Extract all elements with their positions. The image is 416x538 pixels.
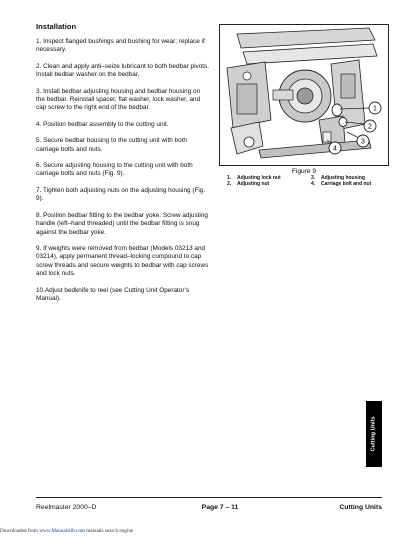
callout-3 — [357, 135, 369, 147]
legend-text: Carriage bolt and nut — [321, 180, 372, 187]
callout-1 — [369, 102, 381, 114]
footer-section-name: Cutting Units — [339, 504, 382, 511]
download-suffix: manuals search engine — [86, 528, 134, 534]
legend-number: 3. — [311, 175, 316, 181]
callout-2 — [364, 120, 376, 132]
installation-steps — [36, 38, 210, 311]
footer-manual-title: Reelmaster 2000–D — [36, 504, 97, 511]
callout-4 — [329, 142, 341, 154]
step-8: 8. Position bedbar fitting to the bedbar yoke. Screw adjusting handle (left–hand threaded) until the bedbar fitting is snug against the bedbar yoke. — [36, 211, 208, 236]
legend-item — [311, 182, 395, 188]
step-4: 4. Position bedbar assembly to the cutting unit. — [36, 120, 169, 128]
step-3: 3. Install bedbar adjusting housing and bedbar housing on the bedbar. Reinstall spacer, flat washer, lock washer, and cap screw to the right end of the bedbar. — [36, 87, 201, 112]
legend-item — [227, 182, 311, 188]
step-2: 2. Clean and apply anti–seize lubricant to both bedbar pivots. Install bedbar washer on the bedbar. — [36, 62, 210, 79]
legend-number: 4. — [311, 180, 316, 187]
download-notice — [0, 528, 133, 534]
manualslib-link[interactable]: www.Manualslib.com — [39, 528, 85, 534]
footer-divider — [36, 497, 382, 498]
figure-legend — [227, 176, 397, 188]
step-1: 1. Inspect flanged bushings and bushing for wear; replace if necessary. — [36, 38, 205, 54]
footer-page-number: Page 7 – 11 — [201, 504, 239, 511]
figure-caption: Figure 9 — [291, 168, 317, 175]
legend-text: Adjusting housing — [321, 175, 365, 181]
legend-number: 1. — [227, 175, 232, 181]
svg-text:1: 1 — [373, 105, 377, 113]
side-tab-label: Cutting Units — [371, 416, 378, 452]
step-6: 6. Secure adjusting housing to the cutting unit with both carriage bolts and nuts (Fig. 9). — [36, 162, 193, 178]
download-prefix: Downloaded from — [0, 528, 38, 534]
step-5: 5. Secure bedbar housing to the cutting unit with both carriage bolts and nuts. — [36, 137, 187, 153]
legend-row — [227, 182, 397, 188]
legend-text: Adjusting lock nut — [237, 175, 281, 181]
step-7: 7. Tighten both adjusting nuts on the adjusting housing (Fig. 9). — [36, 186, 206, 203]
section-side-tab — [366, 401, 382, 467]
step-9: 9. If weights were removed from bedbar (Models 03213 and 03214), apply permanent thread–locking compound to cap screw threads and secure weights to bedbar with cap screws and lock nuts. — [36, 244, 209, 278]
figure-9-illustration — [219, 24, 389, 166]
section-heading: Installation — [36, 22, 77, 31]
legend-text: Adjusting nut — [237, 180, 270, 187]
legend-number: 2. — [227, 180, 232, 187]
bedbar-assembly-drawing — [219, 24, 389, 166]
svg-text:2: 2 — [368, 123, 372, 131]
svg-text:3: 3 — [361, 138, 365, 146]
svg-text:4: 4 — [333, 145, 337, 153]
step-10: 10.Adjust bedknife to reel (see Cutting Unit Operator’s Manual). — [36, 286, 190, 302]
